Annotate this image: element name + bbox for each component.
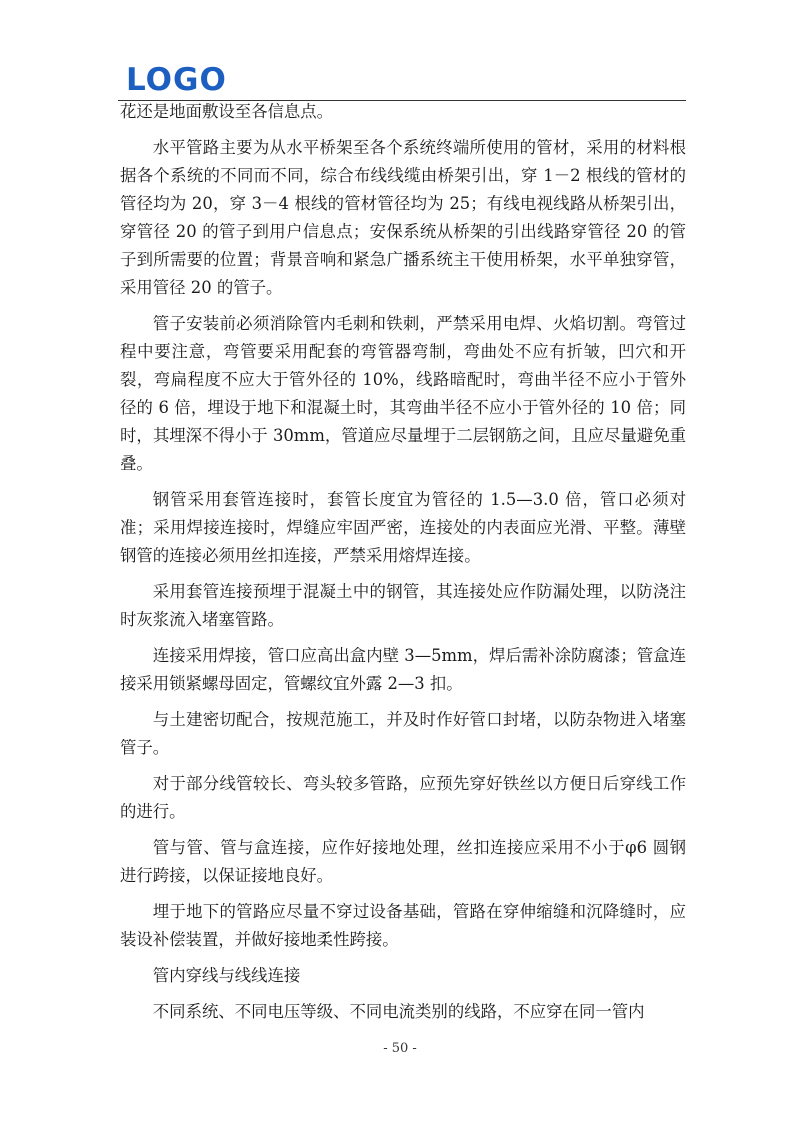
page-number: - 50 - xyxy=(383,1041,417,1056)
paragraph: 不同系统、不同电压等级、不同电流类别的线路，不应穿在同一管内 xyxy=(152,1002,645,1021)
paragraph: 采用套管连接预埋于混凝土中的钢管，其连接处应作防漏处理，以防浇注时灰浆流入堵塞管路。 xyxy=(120,582,686,629)
document-body xyxy=(120,98,686,1034)
page-header xyxy=(0,0,800,104)
logo: LOGO xyxy=(126,62,227,98)
paragraph: 管与管、管与盒连接，应作好接地处理，丝扣连接应采用不小于φ6 圆钢进行跨接，以保证接地良好。 xyxy=(120,838,686,885)
paragraph: 与土建密切配合，按规范施工，并及时作好管口封堵，以防杂物进入堵塞管子。 xyxy=(120,710,686,757)
paragraph: 埋于地下的管路应尽量不穿过设备基础，管路在穿伸缩缝和沉降缝时，应装设补偿装置，并做好接地柔性跨接。 xyxy=(120,902,686,949)
paragraph: 对于部分线管较长、弯头较多管路，应预先穿好铁丝以方便日后穿线工作的进行。 xyxy=(120,774,686,821)
paragraph: 钢管采用套管连接时，套管长度宜为管径的 1.5—3.0 倍，管口必须对准；采用焊接连接时，焊缝应牢固严密，连接处的内表面应光滑、平整。薄壁钢管的连接必须用丝扣连接，严禁采用熔焊连接。 xyxy=(120,490,686,565)
paragraph: 管子安装前必须消除管内毛刺和铁刺，严禁采用电焊、火焰切割。弯管过程中要注意，弯管要采用配套的弯管器弯制，弯曲处不应有折皱，凹穴和开裂，弯扁程度不应大于管外径的 10%，线路暗配时，弯曲半径不应小于管外径的 6 倍，埋设于地下和混凝土时，其弯曲半径不应小于管外径的 10 倍；同时，其埋深不得小于 30mm，管道应尽量埋于二层钢筋之间，且应尽量避免重叠。 xyxy=(120,314,686,473)
paragraph: 连接采用焊接，管口应高出盒内壁 3—5mm，焊后需补涂防腐漆；管盒连接采用锁紧螺母固定，管螺纹宜外露 2—3 扣。 xyxy=(120,646,686,693)
paragraph: 管内穿线与线线连接 xyxy=(152,966,301,985)
paragraph: 水平管路主要为从水平桥架至各个系统终端所使用的管材，采用的材料根据各个系统的不同而不同，综合布线线缆由桥架引出，穿 1－2 根线的管材的管径均为 20，穿 3－4 根线的管材管径均为 25；有线电视线路从桥架引出，穿管径 20 的管子到用户信息点；安保系统从桥架的引出线路穿管径 20 的管子到所需要的位置；背景音响和紧急广播系统主干使用桥架，水平单独穿管，采用管径 20 的管子。 xyxy=(120,138,686,297)
continued-paragraph: 花还是地面敷设至各信息点。 xyxy=(120,102,334,121)
